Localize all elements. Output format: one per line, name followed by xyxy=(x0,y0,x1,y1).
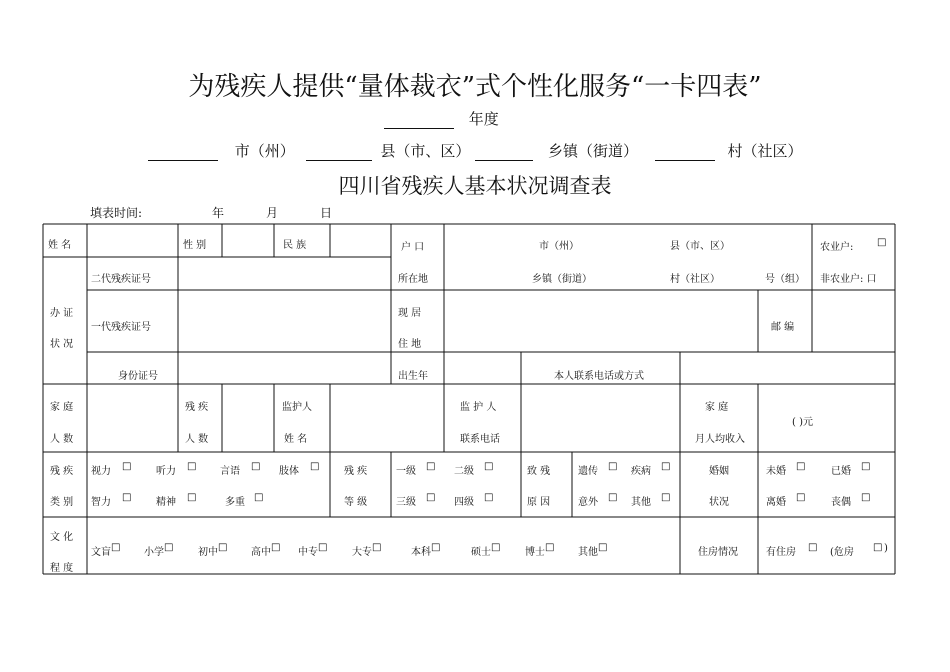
label-gender: 性 别 xyxy=(183,240,207,251)
marital-0-checkbox[interactable]: □ xyxy=(796,461,806,472)
cause-0-label: 遗传 xyxy=(578,466,598,477)
document-title: 为残疾人提供“量体裁衣”式个性化服务“一卡四表” xyxy=(188,72,762,102)
marital-2-label: 离婚 xyxy=(766,497,786,508)
disability-level-1-checkbox[interactable]: □ xyxy=(484,461,494,472)
label-education-1: 文 化 xyxy=(50,532,74,543)
disability-level-0-label: 一级 xyxy=(396,466,416,477)
education-2-checkbox[interactable]: □ xyxy=(218,542,228,553)
hukou-town: 乡镇（街道） xyxy=(532,274,592,285)
education-9-label: 其他 xyxy=(578,547,598,558)
marital-2-checkbox[interactable]: □ xyxy=(796,492,806,503)
education-4-label: 中专 xyxy=(298,547,318,558)
disability-type-2-label: 言语 xyxy=(220,466,240,477)
fill-date-month: 月 xyxy=(266,206,279,220)
marital-1-checkbox[interactable]: □ xyxy=(861,461,871,472)
label-income-1: 家 庭 xyxy=(705,402,729,413)
education-1-checkbox[interactable]: □ xyxy=(164,542,174,553)
disability-type-3-label: 肢体 xyxy=(279,466,299,477)
education-8-label: 博士 xyxy=(525,547,545,558)
label-housing: 住房情况 xyxy=(698,547,738,558)
label-gen2-cert: 二代残疾证号 xyxy=(91,274,151,285)
hukou-village: 村（社区） xyxy=(670,274,720,285)
label-residence-1: 现 居 xyxy=(398,308,422,319)
label-marital-2: 状况 xyxy=(709,497,729,508)
village-label: 村（社区） xyxy=(727,142,803,160)
fill-date-label: 填表时间: xyxy=(90,206,143,220)
label-residence-2: 住 地 xyxy=(398,339,422,350)
label-cert-status-1: 办 证 xyxy=(50,308,74,319)
housing-has-label: 有住房 xyxy=(766,547,796,558)
education-4-checkbox[interactable]: □ xyxy=(318,542,328,553)
housing-has-checkbox[interactable]: □ xyxy=(808,542,818,553)
marital-0-label: 未婚 xyxy=(766,466,786,477)
disability-level-2-label: 三级 xyxy=(396,497,416,508)
education-8-checkbox[interactable]: □ xyxy=(545,542,555,553)
label-hukou: 户 口 xyxy=(401,242,425,253)
label-zip: 邮 编 xyxy=(771,322,795,333)
disability-type-6-checkbox[interactable]: □ xyxy=(254,492,264,503)
label-contact: 本人联系电话或方式 xyxy=(554,371,644,382)
cause-1-checkbox[interactable]: □ xyxy=(661,461,671,472)
label-birth-year: 出生年 xyxy=(398,371,428,382)
education-3-checkbox[interactable]: □ xyxy=(271,542,281,553)
education-7-checkbox[interactable]: □ xyxy=(491,542,501,553)
nonagri-household-label: 非农业户: 口 xyxy=(820,274,877,285)
cause-1-label: 疾病 xyxy=(631,466,651,477)
disability-level-0-checkbox[interactable]: □ xyxy=(426,461,436,472)
city-label: 市（州） xyxy=(234,142,295,160)
disability-level-1-label: 二级 xyxy=(454,466,474,477)
education-9-checkbox[interactable]: □ xyxy=(598,542,608,553)
cause-0-checkbox[interactable]: □ xyxy=(608,461,618,472)
disability-type-3-checkbox[interactable]: □ xyxy=(310,461,320,472)
label-cause-1: 致 残 xyxy=(527,466,551,477)
form-title: 四川省残疾人基本状况调查表 xyxy=(338,174,612,198)
housing-danger-label: (危房 xyxy=(830,547,854,558)
label-family-2: 人 数 xyxy=(50,434,74,445)
education-7-label: 硕士 xyxy=(471,547,491,558)
label-education-2: 程 度 xyxy=(50,563,74,574)
education-5-checkbox[interactable]: □ xyxy=(372,542,382,553)
disability-type-4-checkbox[interactable]: □ xyxy=(122,492,132,503)
housing-close-paren: ) xyxy=(884,543,888,554)
disability-type-1-label: 听力 xyxy=(156,466,176,477)
label-income-2: 月人均收入 xyxy=(695,434,745,445)
education-6-checkbox[interactable]: □ xyxy=(431,542,441,553)
cause-3-label: 其他 xyxy=(631,497,651,508)
label-guardian-1: 监护人 xyxy=(282,402,312,413)
label-disabled-count-2: 人 数 xyxy=(185,434,209,445)
label-disability-type-1: 残 疾 xyxy=(50,466,74,477)
label-family-1: 家 庭 xyxy=(50,402,74,413)
disability-type-1-checkbox[interactable]: □ xyxy=(187,461,197,472)
label-guardian-2: 姓 名 xyxy=(284,434,308,445)
label-guardian-phone-1: 监 护 人 xyxy=(460,402,497,413)
label-id-number: 身份证号 xyxy=(118,371,158,382)
label-guardian-phone-2: 联系电话 xyxy=(460,434,500,445)
disability-type-4-label: 智力 xyxy=(91,497,111,508)
fill-date-day: 日 xyxy=(320,206,333,220)
education-5-label: 大专 xyxy=(352,547,372,558)
label-hukou-location: 所在地 xyxy=(398,274,428,285)
marital-3-label: 丧偶 xyxy=(831,497,851,508)
disability-type-0-label: 视力 xyxy=(91,466,111,477)
marital-3-checkbox[interactable]: □ xyxy=(861,492,871,503)
education-0-label: 文盲 xyxy=(91,547,111,558)
hukou-city: 市（州） xyxy=(539,241,579,252)
label-marital-1: 婚姻 xyxy=(709,466,729,477)
label-cause-2: 原 因 xyxy=(527,497,551,508)
cause-2-label: 意外 xyxy=(578,497,598,508)
hukou-group: 号（组） xyxy=(765,274,805,285)
hukou-county: 县（市、区） xyxy=(670,241,730,252)
marital-1-label: 已婚 xyxy=(831,466,851,477)
disability-type-0-checkbox[interactable]: □ xyxy=(122,461,132,472)
label-cert-status-2: 状 况 xyxy=(50,339,74,350)
label-name: 姓 名 xyxy=(48,240,72,251)
label-disability-type-2: 类 别 xyxy=(50,497,74,508)
cause-2-checkbox[interactable]: □ xyxy=(608,492,618,503)
county-label: 县（市、区） xyxy=(380,142,471,160)
education-2-label: 初中 xyxy=(198,547,218,558)
label-ethnicity: 民 族 xyxy=(283,240,307,251)
education-1-label: 小学 xyxy=(144,547,164,558)
year-label: 年度 xyxy=(468,110,499,128)
label-gen1-cert: 一代残疾证号 xyxy=(91,322,151,333)
label-disability-level-1: 残 疾 xyxy=(344,466,368,477)
education-6-label: 本科 xyxy=(411,547,431,558)
agri-household-checkbox[interactable]: □ xyxy=(877,237,887,248)
disability-type-6-label: 多重 xyxy=(225,497,245,508)
education-0-checkbox[interactable]: □ xyxy=(111,542,121,553)
income-value[interactable]: ( )元 xyxy=(792,417,813,428)
disability-type-5-checkbox[interactable]: □ xyxy=(187,492,197,503)
label-disability-level-2: 等 级 xyxy=(344,497,368,508)
label-disabled-count-1: 残 疾 xyxy=(185,402,209,413)
disability-type-2-checkbox[interactable]: □ xyxy=(251,461,261,472)
disability-level-3-checkbox[interactable]: □ xyxy=(484,492,494,503)
cause-3-checkbox[interactable]: □ xyxy=(661,492,671,503)
disability-level-2-checkbox[interactable]: □ xyxy=(426,492,436,503)
town-label: 乡镇（街道） xyxy=(547,142,638,160)
education-3-label: 高中 xyxy=(251,547,271,558)
agri-household-label: 农业户: xyxy=(820,242,854,253)
fill-date-year: 年 xyxy=(212,206,225,220)
housing-danger-checkbox[interactable]: □ xyxy=(873,542,883,553)
disability-level-3-label: 四级 xyxy=(454,497,474,508)
disability-type-5-label: 精神 xyxy=(156,497,176,508)
